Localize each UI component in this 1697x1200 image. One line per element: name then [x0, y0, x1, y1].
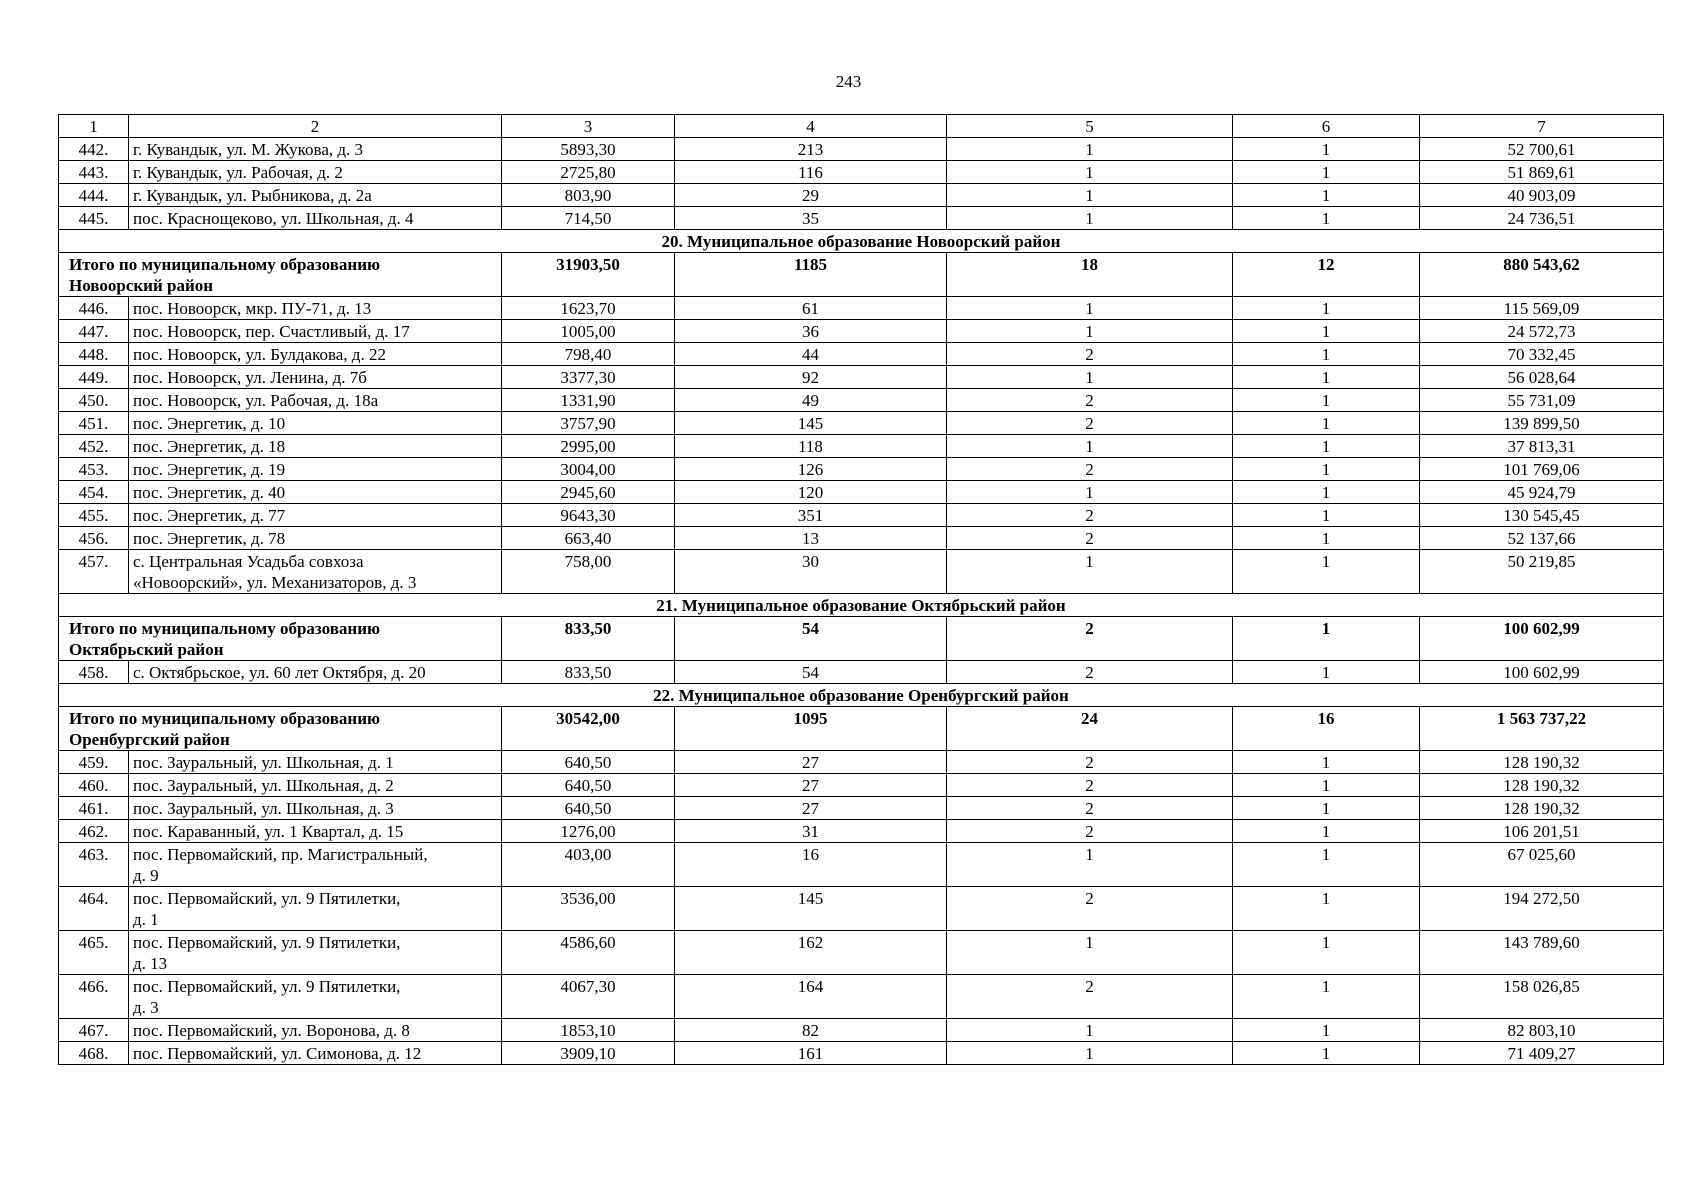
total-area: 833,50: [502, 617, 675, 661]
address: [129, 887, 502, 931]
value-col5: 1: [947, 435, 1233, 458]
address: пос. Энергетик, д. 19: [129, 458, 502, 481]
total-row: [59, 617, 1664, 661]
column-number: 7: [1420, 115, 1664, 138]
section-heading: 22. Муниципальное образование Оренбургский район: [59, 684, 1664, 707]
address: пос. Новоорск, пер. Счастливый, д. 17: [129, 320, 502, 343]
value-col5: 2: [947, 797, 1233, 820]
total-label-line: Октябрьский район: [69, 640, 224, 659]
value-col5: 2: [947, 412, 1233, 435]
address-line: «Новоорский», ул. Механизаторов, д. 3: [133, 573, 417, 592]
table-row: [59, 661, 1664, 684]
residents-value: 54: [675, 661, 947, 684]
value-col5: 1: [947, 207, 1233, 230]
row-number: 463.: [59, 843, 129, 887]
address: пос. Первомайский, ул. Симонова, д. 12: [129, 1042, 502, 1065]
table-row: [59, 550, 1664, 594]
table-row: [59, 297, 1664, 320]
value-col6: 1: [1233, 389, 1420, 412]
value-col5: 1: [947, 1019, 1233, 1042]
cost-value: 143 789,60: [1420, 931, 1664, 975]
address: [129, 931, 502, 975]
row-number: 442.: [59, 138, 129, 161]
row-number: 447.: [59, 320, 129, 343]
address: пос. Зауральный, ул. Школьная, д. 2: [129, 774, 502, 797]
total-cost: 100 602,99: [1420, 617, 1664, 661]
area-value: 803,90: [502, 184, 675, 207]
row-number: 444.: [59, 184, 129, 207]
table-row: [59, 504, 1664, 527]
address: г. Кувандык, ул. М. Жукова, д. 3: [129, 138, 502, 161]
table-row: [59, 751, 1664, 774]
value-col6: 1: [1233, 297, 1420, 320]
value-col6: 1: [1233, 458, 1420, 481]
address: пос. Энергетик, д. 18: [129, 435, 502, 458]
value-col6: 1: [1233, 751, 1420, 774]
residents-value: 213: [675, 138, 947, 161]
total-label-line: Новоорский район: [69, 276, 214, 295]
column-number: 6: [1233, 115, 1420, 138]
address-line: д. 1: [133, 910, 159, 929]
address: пос. Краснощеково, ул. Школьная, д. 4: [129, 207, 502, 230]
address: пос. Новоорск, ул. Ленина, д. 7б: [129, 366, 502, 389]
value-col5: 2: [947, 887, 1233, 931]
address: пос. Новоорск, ул. Булдакова, д. 22: [129, 343, 502, 366]
total-residents: 54: [675, 617, 947, 661]
value-col5: 1: [947, 481, 1233, 504]
value-col6: 1: [1233, 774, 1420, 797]
address: [129, 550, 502, 594]
value-col5: 1: [947, 161, 1233, 184]
total-value-col6: 16: [1233, 707, 1420, 751]
value-col6: 1: [1233, 843, 1420, 887]
address-line: с. Центральная Усадьба совхоза: [133, 552, 364, 571]
residents-value: 351: [675, 504, 947, 527]
value-col6: 1: [1233, 975, 1420, 1019]
column-number: 5: [947, 115, 1233, 138]
cost-value: 24 736,51: [1420, 207, 1664, 230]
value-col6: 1: [1233, 481, 1420, 504]
area-value: 2945,60: [502, 481, 675, 504]
area-value: 5893,30: [502, 138, 675, 161]
cost-value: 51 869,61: [1420, 161, 1664, 184]
table-row: [59, 820, 1664, 843]
address: пос. Зауральный, ул. Школьная, д. 1: [129, 751, 502, 774]
cost-value: 70 332,45: [1420, 343, 1664, 366]
table-row: [59, 774, 1664, 797]
value-col5: 1: [947, 184, 1233, 207]
area-value: 1853,10: [502, 1019, 675, 1042]
value-col5: 2: [947, 504, 1233, 527]
value-col6: 1: [1233, 797, 1420, 820]
residents-value: 120: [675, 481, 947, 504]
area-value: 3536,00: [502, 887, 675, 931]
value-col5: 2: [947, 820, 1233, 843]
residents-value: 161: [675, 1042, 947, 1065]
value-col5: 1: [947, 138, 1233, 161]
cost-value: 128 190,32: [1420, 774, 1664, 797]
section-heading: 21. Муниципальное образование Октябрьский район: [59, 594, 1664, 617]
residents-value: 82: [675, 1019, 947, 1042]
area-value: 3377,30: [502, 366, 675, 389]
total-label-line: Итого по муниципальному образованию: [69, 255, 380, 274]
area-value: 833,50: [502, 661, 675, 684]
table-row: [59, 138, 1664, 161]
value-col5: 2: [947, 527, 1233, 550]
area-value: 3004,00: [502, 458, 675, 481]
cost-value: 115 569,09: [1420, 297, 1664, 320]
address-line: пос. Первомайский, ул. 9 Пятилетки,: [133, 933, 401, 952]
address: [129, 843, 502, 887]
address: г. Кувандык, ул. Рыбникова, д. 2а: [129, 184, 502, 207]
area-value: 714,50: [502, 207, 675, 230]
total-area: 30542,00: [502, 707, 675, 751]
column-number: 1: [59, 115, 129, 138]
row-number: 455.: [59, 504, 129, 527]
value-col6: 1: [1233, 931, 1420, 975]
address-line: д. 13: [133, 954, 168, 973]
value-col5: 2: [947, 774, 1233, 797]
table-row: [59, 184, 1664, 207]
row-number: 449.: [59, 366, 129, 389]
row-number: 459.: [59, 751, 129, 774]
area-value: 3909,10: [502, 1042, 675, 1065]
cost-value: 158 026,85: [1420, 975, 1664, 1019]
total-label: [59, 253, 502, 297]
table-row: [59, 343, 1664, 366]
area-value: 2725,80: [502, 161, 675, 184]
total-area: 31903,50: [502, 253, 675, 297]
table-row: [59, 527, 1664, 550]
cost-value: 128 190,32: [1420, 751, 1664, 774]
area-value: 4067,30: [502, 975, 675, 1019]
residents-value: 27: [675, 751, 947, 774]
address: [129, 975, 502, 1019]
address-line: д. 3: [133, 998, 159, 1017]
cost-value: 128 190,32: [1420, 797, 1664, 820]
row-number: 465.: [59, 931, 129, 975]
residents-value: 145: [675, 412, 947, 435]
column-number: 3: [502, 115, 675, 138]
column-number-row: [59, 115, 1664, 138]
cost-value: 40 903,09: [1420, 184, 1664, 207]
residents-value: 35: [675, 207, 947, 230]
value-col6: 1: [1233, 820, 1420, 843]
residents-value: 16: [675, 843, 947, 887]
residents-value: 13: [675, 527, 947, 550]
total-residents: 1185: [675, 253, 947, 297]
cost-value: 45 924,79: [1420, 481, 1664, 504]
row-number: 461.: [59, 797, 129, 820]
value-col6: 1: [1233, 527, 1420, 550]
area-value: 663,40: [502, 527, 675, 550]
value-col6: 1: [1233, 412, 1420, 435]
value-col6: 1: [1233, 661, 1420, 684]
table-row: [59, 207, 1664, 230]
row-number: 453.: [59, 458, 129, 481]
residents-value: 164: [675, 975, 947, 1019]
table-row: [59, 797, 1664, 820]
value-col6: 1: [1233, 366, 1420, 389]
column-number: 4: [675, 115, 947, 138]
value-col5: 2: [947, 975, 1233, 1019]
total-label-line: Оренбургский район: [69, 730, 230, 749]
area-value: 1623,70: [502, 297, 675, 320]
residents-value: 44: [675, 343, 947, 366]
value-col5: 1: [947, 366, 1233, 389]
cost-value: 52 700,61: [1420, 138, 1664, 161]
total-label: [59, 617, 502, 661]
address: пос. Новоорск, ул. Рабочая, д. 18а: [129, 389, 502, 412]
table-row: [59, 887, 1664, 931]
value-col6: 1: [1233, 1019, 1420, 1042]
cost-value: 56 028,64: [1420, 366, 1664, 389]
total-row: [59, 707, 1664, 751]
value-col6: 1: [1233, 320, 1420, 343]
page-number: 243: [835, 72, 862, 91]
table-row: [59, 389, 1664, 412]
area-value: 3757,90: [502, 412, 675, 435]
address: пос. Новоорск, мкр. ПУ-71, д. 13: [129, 297, 502, 320]
value-col5: 2: [947, 389, 1233, 412]
section-heading-row: [59, 594, 1664, 617]
total-cost: 880 543,62: [1420, 253, 1664, 297]
table-row: [59, 366, 1664, 389]
table-row: [59, 320, 1664, 343]
row-number: 454.: [59, 481, 129, 504]
area-value: 2995,00: [502, 435, 675, 458]
address-line: пос. Первомайский, ул. 9 Пятилетки,: [133, 977, 401, 996]
area-value: 4586,60: [502, 931, 675, 975]
address-line: д. 9: [133, 866, 159, 885]
area-value: 1276,00: [502, 820, 675, 843]
address-line: пос. Первомайский, ул. 9 Пятилетки,: [133, 889, 401, 908]
table-row: [59, 481, 1664, 504]
row-number: 452.: [59, 435, 129, 458]
row-number: 460.: [59, 774, 129, 797]
total-value-col5: 24: [947, 707, 1233, 751]
cost-value: 139 899,50: [1420, 412, 1664, 435]
cost-value: 130 545,45: [1420, 504, 1664, 527]
cost-value: 71 409,27: [1420, 1042, 1664, 1065]
value-col5: 2: [947, 751, 1233, 774]
address: пос. Зауральный, ул. Школьная, д. 3: [129, 797, 502, 820]
residents-value: 31: [675, 820, 947, 843]
residents-value: 145: [675, 887, 947, 931]
row-number: 446.: [59, 297, 129, 320]
cost-value: 24 572,73: [1420, 320, 1664, 343]
value-col5: 1: [947, 1042, 1233, 1065]
value-col5: 1: [947, 297, 1233, 320]
row-number: 456.: [59, 527, 129, 550]
total-residents: 1095: [675, 707, 947, 751]
cost-value: 106 201,51: [1420, 820, 1664, 843]
residents-value: 36: [675, 320, 947, 343]
address: пос. Энергетик, д. 10: [129, 412, 502, 435]
cost-value: 101 769,06: [1420, 458, 1664, 481]
cost-value: 55 731,09: [1420, 389, 1664, 412]
table-row: [59, 931, 1664, 975]
row-number: 466.: [59, 975, 129, 1019]
value-col6: 1: [1233, 435, 1420, 458]
residents-value: 118: [675, 435, 947, 458]
address: пос. Караванный, ул. 1 Квартал, д. 15: [129, 820, 502, 843]
address: пос. Первомайский, ул. Воронова, д. 8: [129, 1019, 502, 1042]
value-col6: 1: [1233, 343, 1420, 366]
table-row: [59, 843, 1664, 887]
area-value: 640,50: [502, 751, 675, 774]
value-col6: 1: [1233, 504, 1420, 527]
cost-value: 82 803,10: [1420, 1019, 1664, 1042]
total-value-col5: 2: [947, 617, 1233, 661]
area-value: 640,50: [502, 774, 675, 797]
table-row: [59, 161, 1664, 184]
residents-value: 61: [675, 297, 947, 320]
row-number: 458.: [59, 661, 129, 684]
address: с. Октябрьское, ул. 60 лет Октября, д. 20: [129, 661, 502, 684]
residents-value: 29: [675, 184, 947, 207]
table-row: [59, 1019, 1664, 1042]
total-label: [59, 707, 502, 751]
row-number: 467.: [59, 1019, 129, 1042]
address: г. Кувандык, ул. Рабочая, д. 2: [129, 161, 502, 184]
row-number: 445.: [59, 207, 129, 230]
value-col6: 1: [1233, 207, 1420, 230]
value-col5: 1: [947, 931, 1233, 975]
value-col6: 1: [1233, 887, 1420, 931]
cost-value: 100 602,99: [1420, 661, 1664, 684]
value-col5: 1: [947, 320, 1233, 343]
cost-value: 194 272,50: [1420, 887, 1664, 931]
area-value: 1005,00: [502, 320, 675, 343]
cost-value: 50 219,85: [1420, 550, 1664, 594]
value-col5: 2: [947, 458, 1233, 481]
value-col6: 1: [1233, 161, 1420, 184]
residents-value: 30: [675, 550, 947, 594]
total-cost: 1 563 737,22: [1420, 707, 1664, 751]
row-number: 451.: [59, 412, 129, 435]
residents-value: 27: [675, 774, 947, 797]
area-value: 758,00: [502, 550, 675, 594]
residents-value: 49: [675, 389, 947, 412]
value-col5: 2: [947, 661, 1233, 684]
table-row: [59, 975, 1664, 1019]
total-value-col6: 12: [1233, 253, 1420, 297]
table-row: [59, 435, 1664, 458]
row-number: 462.: [59, 820, 129, 843]
row-number: 457.: [59, 550, 129, 594]
value-col6: 1: [1233, 1042, 1420, 1065]
table-row: [59, 412, 1664, 435]
row-number: 468.: [59, 1042, 129, 1065]
column-number: 2: [129, 115, 502, 138]
address-line: пос. Первомайский, пр. Магистральный,: [133, 845, 428, 864]
table-body: [59, 115, 1664, 1065]
address: пос. Энергетик, д. 77: [129, 504, 502, 527]
value-col5: 1: [947, 843, 1233, 887]
residents-value: 92: [675, 366, 947, 389]
section-heading-row: [59, 684, 1664, 707]
cost-value: 67 025,60: [1420, 843, 1664, 887]
area-value: 9643,30: [502, 504, 675, 527]
address: пос. Энергетик, д. 78: [129, 527, 502, 550]
residents-value: 162: [675, 931, 947, 975]
total-row: [59, 253, 1664, 297]
value-col5: 2: [947, 343, 1233, 366]
value-col5: 1: [947, 550, 1233, 594]
value-col6: 1: [1233, 138, 1420, 161]
row-number: 464.: [59, 887, 129, 931]
row-number: 443.: [59, 161, 129, 184]
row-number: 450.: [59, 389, 129, 412]
section-heading: 20. Муниципальное образование Новоорский район: [59, 230, 1664, 253]
cost-value: 52 137,66: [1420, 527, 1664, 550]
address: пос. Энергетик, д. 40: [129, 481, 502, 504]
area-value: 640,50: [502, 797, 675, 820]
total-label-line: Итого по муниципальному образованию: [69, 709, 380, 728]
total-label-line: Итого по муниципальному образованию: [69, 619, 380, 638]
register-table: [58, 114, 1664, 1065]
value-col6: 1: [1233, 184, 1420, 207]
total-value-col6: 1: [1233, 617, 1420, 661]
value-col6: 1: [1233, 550, 1420, 594]
residents-value: 116: [675, 161, 947, 184]
residents-value: 27: [675, 797, 947, 820]
section-heading-row: [59, 230, 1664, 253]
table-row: [59, 1042, 1664, 1065]
total-value-col5: 18: [947, 253, 1233, 297]
area-value: 403,00: [502, 843, 675, 887]
area-value: 798,40: [502, 343, 675, 366]
table-row: [59, 458, 1664, 481]
area-value: 1331,90: [502, 389, 675, 412]
row-number: 448.: [59, 343, 129, 366]
cost-value: 37 813,31: [1420, 435, 1664, 458]
residents-value: 126: [675, 458, 947, 481]
